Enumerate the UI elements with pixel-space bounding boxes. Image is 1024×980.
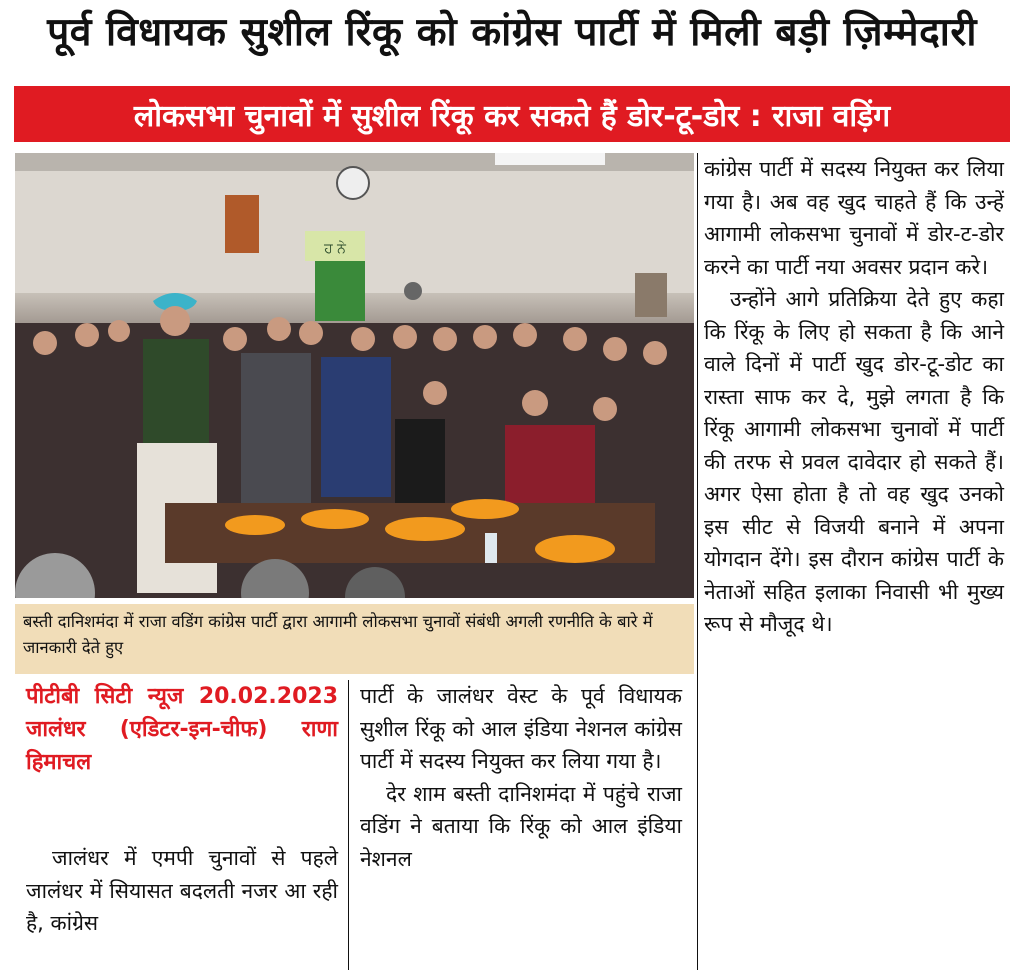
column-divider (697, 153, 698, 970)
paragraph: कांग्रेस पार्टी में सदस्य नियुक्त कर लिया गया है। अब वह खुद चाहते हैं कि उन्हें आगामी लोकसभा चुनावों में डोर-ट-डोर करने का पार्टी नया अवसर प्रदान करे। (704, 157, 1004, 279)
article-column-1 (26, 842, 338, 940)
article-column-3 (704, 153, 1004, 641)
subheadline: लोकसभा चुनावों में सुशील रिंकू कर सकते हैं डोर-टू-डोर : राजा वड़िंग (133, 98, 891, 134)
paragraph: पार्टी के जालंधर वेस्ट के पूर्व विधायक सुशील रिंकू को आल इंडिया नेशनल कांग्रेस पार्टी में सदस्य नियुक्त कर लिया गया है। (360, 684, 682, 773)
photo-caption: बस्ती दानिशमंदा में राजा वडिंग कांग्रेस पार्टी द्वारा आगामी लोकसभा चुनावों संबंधी अगली रणनीति के बारे में जानकारी देते हुए (15, 604, 694, 674)
news-photo (15, 153, 694, 598)
crowd-photo-illustration (15, 153, 694, 598)
paragraph: देर शाम बस्ती दानिशमंदा में पहुंचे राजा वडिंग ने बताया कि रिंकू को आल इंडिया नेशनल (360, 781, 682, 871)
column-divider (348, 680, 349, 970)
paragraph: उन्होंने आगे प्रतिक्रिया देते हुए कहा कि रिंकू के लिए हो सकता है कि आने वाले दिनों में पार्टी खुद डोर-टू-डोट का रास्ता साफ कर दे, मुझे लगता है कि रिंकू आगामी लोकसभा चुनावों में पार्टी की तरफ से प्रवल दावेदार हो सकते हैं। अगर ऐसा होता है तो वह खुद उनको इस सीट से विजयी बनाने में अपना योगदान देंगे। इस दौरान कांग्रेस पार्टी के नेताओं सहित इलाका निवासी भी मुख्य रूप से मौजूद थे। (704, 287, 1004, 636)
article-column-2 (360, 680, 682, 875)
paragraph: जालंधर में एमपी चुनावों से पहले जालंधर में सियासत बदलती नजर आ रही है, कांग्रेस (26, 846, 338, 935)
headline: पूर्व विधायक सुशील रिंकू को कांग्रेस पार्टी में मिली बड़ी ज़िम्मेदारी (47, 10, 977, 55)
subheadline-banner (14, 86, 1010, 142)
poster-text: ਹ ਨੇ (324, 241, 346, 257)
byline: पीटीबी सिटी न्यूज 20.02.2023 जालंधर (एडिटर-इन-चीफ) राणा हिमाचल (26, 684, 338, 775)
